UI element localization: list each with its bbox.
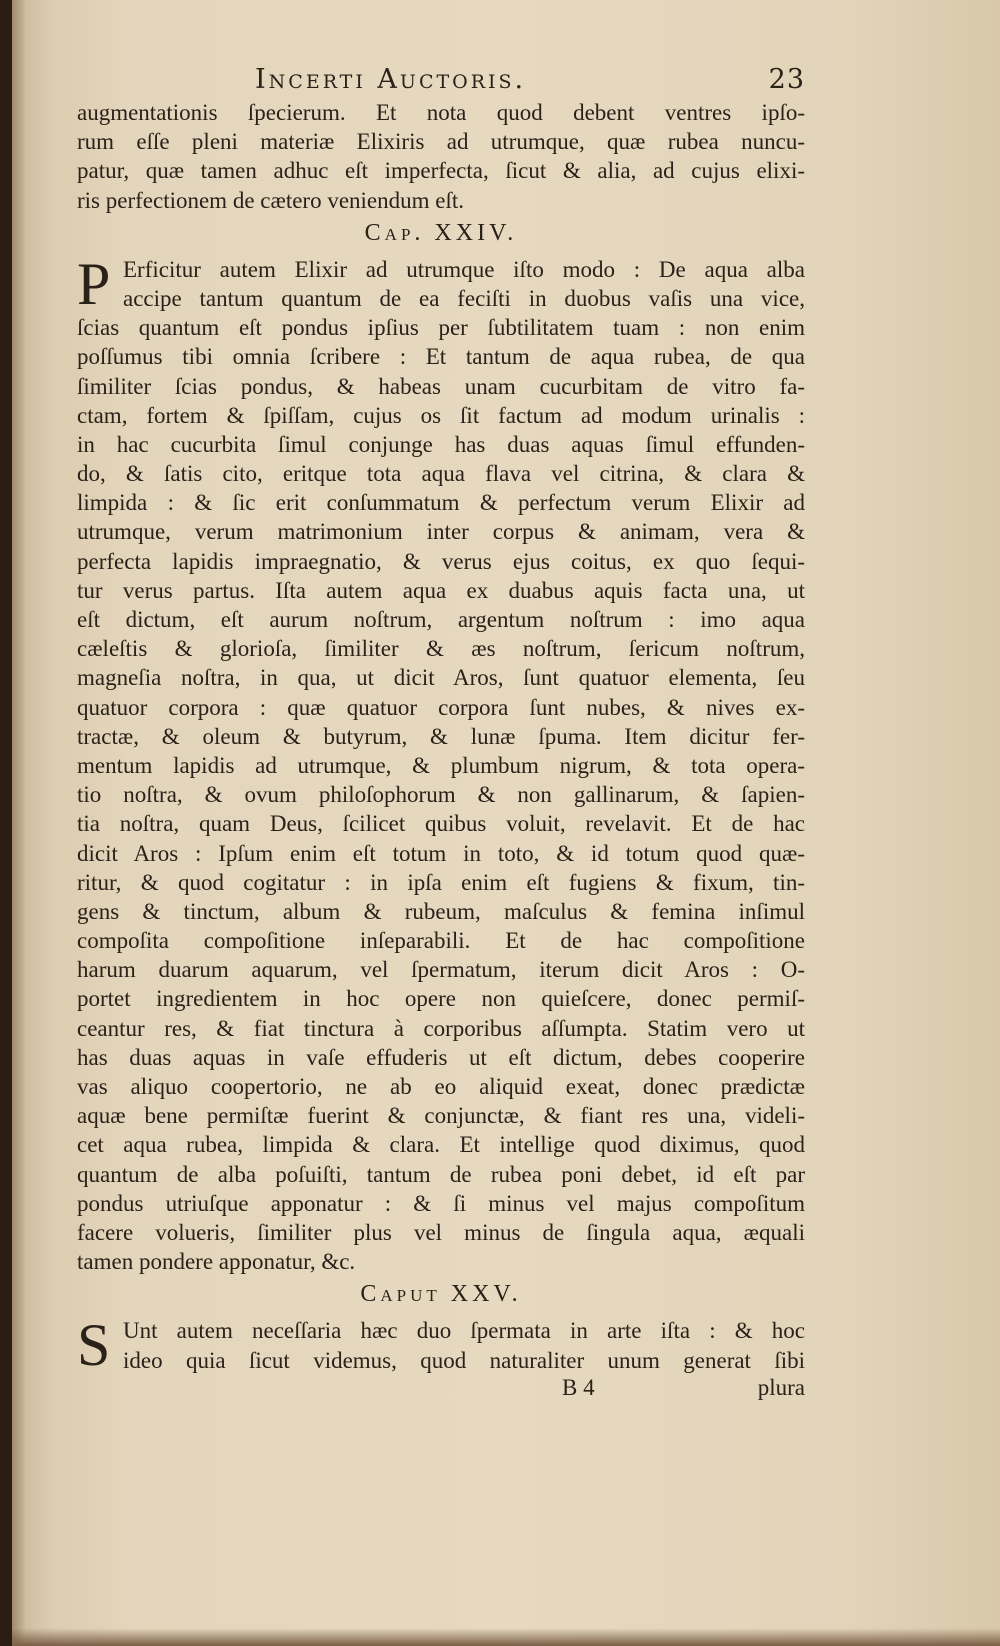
text-line: eſt dictum, eſt aurum noſtrum, argentum noſtrum : imo aqua (77, 607, 805, 632)
chapter-heading-24: Cap. XXIV. (364, 219, 518, 246)
book-page (12, 0, 1000, 1646)
text-line: quantum de alba poſuiſti, tantum de rubea poni debet, id eſt par (77, 1161, 805, 1187)
text-line: augmentationis ſpecierum. Et nota quod debent ventres ipſo- (77, 100, 805, 125)
text-line: dicit Aros : Ipſum enim eſt totum in toto, & id totum quod quæ- (77, 840, 805, 866)
text-line: ris perfectionem de cætero veniendum eſt. (77, 187, 465, 213)
text-line: do, & ſatis cito, eritque tota aqua flava vel citrina, & clara & (77, 461, 805, 487)
text-line: pondus utriuſque apponatur : & ſi minus vel majus compoſitum (77, 1190, 805, 1216)
text-line: Erficitur autem Elixir ad utrumque iſto modo : De aqua alba (123, 256, 805, 282)
running-title: Incerti Auctoris. (255, 64, 527, 95)
text-line: ideo quia ſicut videmus, quod naturaliter unum generat ſibi (123, 1347, 805, 1373)
text-line: tractæ, & oleum & butyrum, & lunæ ſpuma. Item dicitur fer- (77, 723, 805, 749)
text-line: compoſita compoſitione inſeparabili. Et de hac compoſitione (77, 928, 805, 954)
text-line: vas aliquo coopertorio, ne ab eo aliquid exeat, donec prædictæ (77, 1074, 805, 1099)
text-line: tur verus partus. Iſta autem aqua ex duabus aquis facta una, ut (77, 577, 805, 603)
text-line: ctam, fortem & ſpiſſam, cujus os ſit factum ad modum urinalis : (77, 402, 805, 428)
text-line: quatuor corpora : quæ quatuor corpora ſunt nubes, & nives ex- (77, 694, 805, 720)
text-line: ſimiliter ſcias pondus, & habeas unam cucurbitam de vitro fa- (77, 373, 805, 399)
text-line: facere volueris, ſimiliter plus vel minus de ſingula aqua, æquali (77, 1219, 805, 1245)
chapter-heading-25: Caput XXV. (360, 1281, 522, 1308)
text-line: tamen pondere apponatur, &c. (77, 1249, 356, 1275)
chapter-24-paragraph (77, 250, 805, 1277)
text-line: perfecta lapidis impraegnatio, & verus ejus coitus, ex quo ſequi- (77, 548, 805, 574)
text-line: tia noſtra, quam Deus, ſcilicet quibus voluit, revelavit. Et de hac (77, 811, 805, 837)
page-footer (77, 1375, 805, 1405)
running-head (77, 60, 805, 98)
text-line: utrumque, verum matrimonium inter corpus & animam, vera & (77, 519, 805, 545)
text-line: ritur, & quod cogitatur : in ipſa enim eſt fugiens & fixum, tin- (77, 869, 805, 895)
text-line: mentum lapidis ad utrumque, & plumbum nigrum, & tota opera- (77, 752, 805, 778)
text-line: gens & tinctum, album & rubeum, maſculus & femina inſimul (77, 898, 805, 924)
text-block (77, 60, 805, 1405)
drop-cap: S (77, 1312, 111, 1379)
drop-cap: P (77, 250, 111, 317)
text-line: patur, quæ tamen adhuc eſt imperfecta, ſicut & alia, ad cujus elixi- (77, 158, 805, 184)
text-line: cæleſtis & glorioſa, ſimiliter & æs noſtrum, ſericum noſtrum, (77, 636, 805, 662)
text-line: ceantur res, & fiat tinctura à corporibus aſſumpta. Statim vero ut (77, 1015, 805, 1041)
text-line: in hac cucurbita ſimul conjunge has duas aquas ſimul effunden- (77, 431, 805, 457)
text-line: ſcias quantum eſt pondus ipſius per ſubtilitatem tuam : non enim (77, 315, 805, 341)
signature-mark: B 4 (562, 1374, 595, 1400)
text-line: portet ingredientem in hoc opere non quieſcere, donec permiſ- (77, 986, 805, 1012)
text-line: Unt autem neceſſaria hæc duo ſpermata in arte iſta : & hoc (123, 1318, 805, 1344)
text-line: aquæ bene permiſtæ fuerint & conjunctæ, & fiant res una, videli- (77, 1103, 805, 1129)
text-line: harum duarum aquarum, vel ſpermatum, iterum dicit Aros : O- (77, 957, 805, 983)
page-number: 23 (768, 64, 805, 95)
intro-paragraph (77, 98, 805, 215)
text-line: cet aqua rubea, limpida & clara. Et intellige quod diximus, quod (77, 1132, 805, 1158)
catchword: plura (757, 1374, 805, 1400)
text-line: magneſia noſtra, in qua, ut dicit Aros, ſunt quatuor elementa, ſeu (77, 665, 805, 691)
text-line: accipe tantum quantum de ea feciſti in duobus vaſis una vice, (123, 285, 805, 311)
text-line: rum eſſe pleni materiæ Elixiris ad utrumque, quæ rubea nuncu- (77, 129, 805, 155)
text-line: tio noſtra, & ovum philoſophorum & non gallinarum, & ſapien- (77, 782, 805, 808)
text-line: limpida : & ſic erit conſummatum & perfectum verum Elixir ad (77, 490, 805, 516)
text-line: poſſumus tibi omnia ſcribere : Et tantum de aqua rubea, de qua (77, 344, 805, 370)
text-line: has duas aquas in vaſe effuderis ut eſt dictum, debes cooperire (77, 1044, 805, 1070)
chapter-25-paragraph (77, 1312, 805, 1379)
